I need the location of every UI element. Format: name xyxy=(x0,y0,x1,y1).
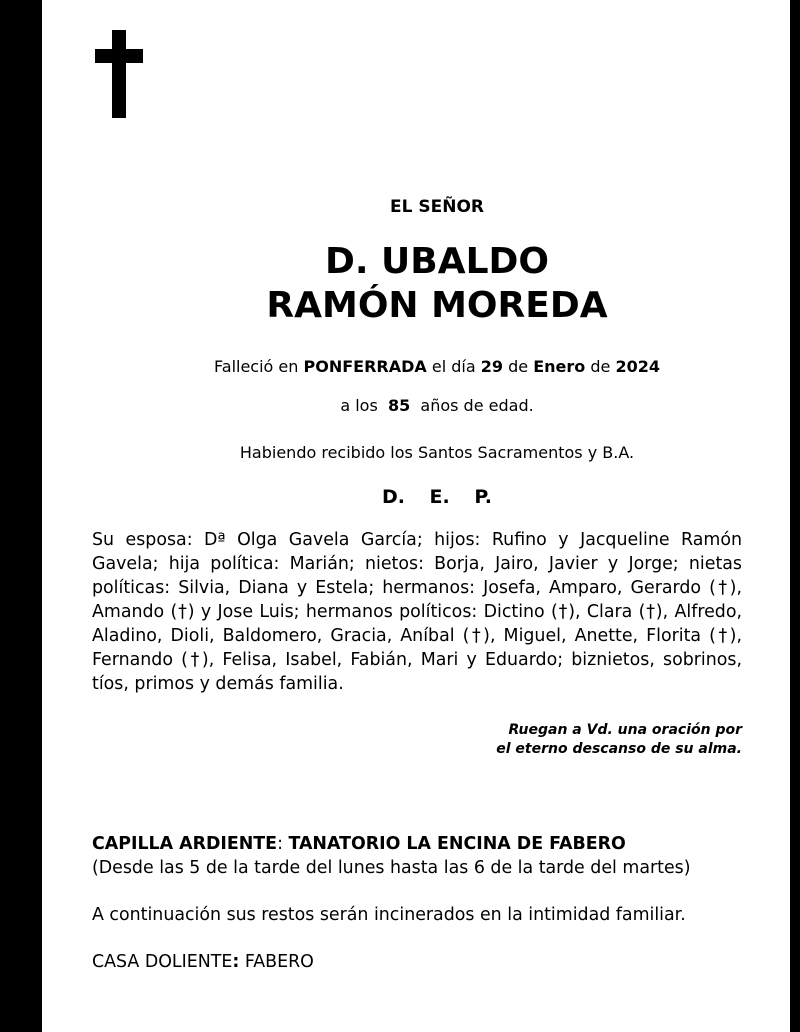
capilla-ardiente: CAPILLA ARDIENTE: TANATORIO LA ENCINA DE FABERO (Desde las 5 de la tarde del lunes hasta las 6 de la tarde del martes) xyxy=(92,832,772,880)
dep-text: D. E. P. xyxy=(381,486,493,508)
deceased-name-line1: D. UBALDO xyxy=(324,241,550,282)
deceased-name-line2: RAMÓN MOREDA xyxy=(266,285,608,326)
prayer-request xyxy=(362,721,742,759)
death-month: Enero xyxy=(533,357,586,376)
age-years: 85 xyxy=(387,396,411,415)
capilla-hours: (Desde las 5 de la tarde del lunes hasta las 6 de la tarde del martes) xyxy=(92,858,691,878)
death-day: 29 xyxy=(480,357,503,376)
casa-doliente: CASA DOLIENTE: FABERO xyxy=(92,952,314,972)
prayer-line2: el eterno descanso de su alma. xyxy=(496,741,742,757)
cross-icon xyxy=(95,30,143,118)
casa-value: FABERO xyxy=(244,952,314,972)
casa-label: CASA DOLIENTE xyxy=(92,952,233,972)
sacramentos-text: Habiendo recibido los Santos Sacramentos y B.A. xyxy=(239,443,635,462)
capilla-value: TANATORIO LA ENCINA DE FABERO xyxy=(288,834,626,854)
title-label: EL SEÑOR xyxy=(390,197,484,217)
death-year: 2024 xyxy=(615,357,660,376)
obituary-page xyxy=(42,0,790,1032)
death-place: PONFERRADA xyxy=(303,357,427,376)
family-paragraph: Su esposa: Dª Olga Gavela García; hijos: Rufino y Jacqueline Ramón Gavela; hija política: Marián; nietos: Borja, Jairo, Javier y Jorge; nietas políticas: Silvia, Diana y Estela; hermanos: Josefa, Amparo, Gerardo (†), Amando (†) y Jose Luis; hermanos políticos: Dictino (†), Clara (†), Alfredo, Aladino, Dioli, Baldomero, Gracia, Aníbal (†), Miguel, Anette, Florita (†), Fernando (†), Felisa, Isabel, Fabián, Mari y Eduardo; biznietos, sobrinos, tíos, primos y demás familia. xyxy=(92,530,742,694)
age-info: a los 85 años de edad. xyxy=(340,396,534,415)
death-info: Falleció en PONFERRADA el día 29 de Enero de 2024 xyxy=(214,357,660,376)
capilla-label: CAPILLA ARDIENTE xyxy=(92,834,278,854)
deceased-name xyxy=(132,240,742,328)
prayer-line1: Ruegan a Vd. una oración por xyxy=(508,722,742,738)
continuation-text: A continuación sus restos serán incinerados en la intimidad familiar. xyxy=(92,905,686,925)
